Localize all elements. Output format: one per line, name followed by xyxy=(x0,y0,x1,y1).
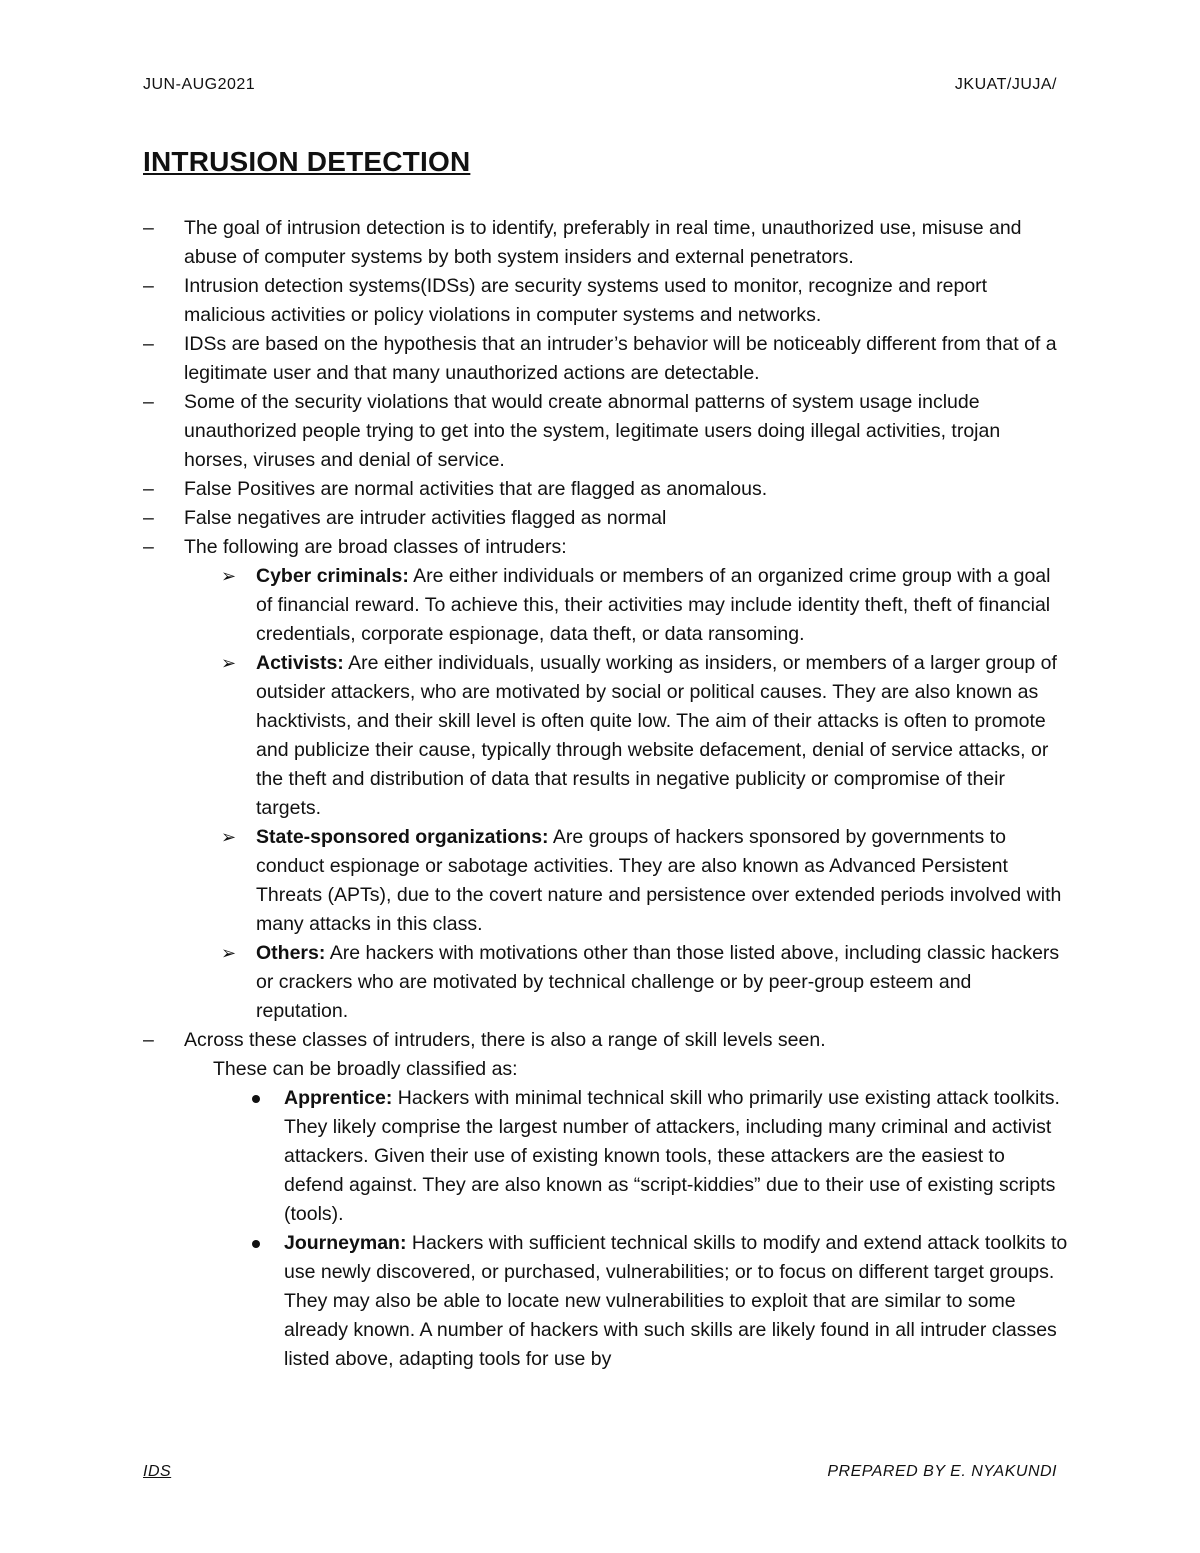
list-item-intruder-classes-intro xyxy=(143,533,1068,562)
list-item-goal xyxy=(143,214,1068,272)
dash-marker: – xyxy=(143,507,154,529)
dash-marker: – xyxy=(143,1029,154,1051)
dash-marker: – xyxy=(143,391,154,413)
skill-level-apprentice xyxy=(143,1084,1068,1229)
skill-level-journeyman xyxy=(143,1229,1068,1374)
term-description: Hackers with sufficient technical skills to modify and extend attack toolkits to use newly discovered, or purchased, vulnerabilities; or to focus on different target groups. They may also be able to locate new vulnerabilities to exploit that are similar to some already known. A number of hackers with such skills are likely found in all intruder classes listed above, adapting tools for use by xyxy=(284,1232,1068,1370)
document-body xyxy=(143,214,1068,1374)
term-label: Cyber criminals: xyxy=(256,565,409,587)
list-item-text: IDSs are based on the hypothesis that an intruder’s behavior will be noticeably different from that of a legitimate user and that many unauthorized actions are detectable. xyxy=(184,333,1057,384)
skill-levels-subintro: These can be broadly classified as: xyxy=(213,1058,518,1080)
list-item-hypothesis xyxy=(143,330,1068,388)
list-item-text: The following are broad classes of intruders: xyxy=(184,536,567,558)
term-label: Activists: xyxy=(256,652,344,674)
list-item-text: Intrusion detection systems(IDSs) are security systems used to monitor, recognize and report malicious activities or policy violations in computer systems and networks. xyxy=(184,275,988,326)
list-item-skill-levels-intro xyxy=(143,1026,1068,1055)
list-item-violations xyxy=(143,388,1068,475)
term-label: Others: xyxy=(256,942,326,964)
dash-marker: – xyxy=(143,478,154,500)
term-label: Apprentice: xyxy=(284,1087,393,1109)
list-item-text: The goal of intrusion detection is to identify, preferably in real time, unauthorized use, misuse and abuse of computer systems by both system insiders and external penetrators. xyxy=(184,217,1022,268)
list-item-text: Across these classes of intruders, there is also a range of skill levels seen. xyxy=(184,1029,826,1051)
bullet-dot-icon xyxy=(252,1095,260,1103)
header-right-institution: JKUAT/JUJA/ xyxy=(954,76,1057,93)
arrow-bullet-icon: ➢ xyxy=(221,943,237,963)
list-item-text: Some of the security violations that would create abnormal patterns of system usage include unauthorized people trying to get into the system, legitimate users doing illegal activities, trojan horses, viruses and denial of service. xyxy=(184,391,1001,471)
term-description: Are either individuals or members of an organized crime group with a goal of financial reward. To achieve this, their activities may include identity theft, theft of financial credentials, corporate espionage, data theft, or data ransoming. xyxy=(256,565,1051,645)
footer-left-course: IDS xyxy=(143,1463,172,1480)
list-item-false-positives xyxy=(143,475,1068,504)
list-item-text: False Positives are normal activities that are flagged as anomalous. xyxy=(184,478,768,500)
term-description: Are either individuals, usually working as insiders, or members of a larger group of outsider attackers, who are motivated by social or political causes. They are also known as hacktivists, and their skill level is often quite low. The aim of their attacks is often to promote and publicize their cause, typically through website defacement, denial of service attacks, or the theft and distribution of data that results in negative publicity or compromise of their targets. xyxy=(256,652,1057,819)
term-description: Hackers with minimal technical skill who primarily use existing attack toolkits. They likely comprise the largest number of attackers, including many criminal and activist attackers. Given their use of existing known tools, these attackers are the easiest to defend against. They are also known as “script-kiddies” due to their use of existing scripts (tools). xyxy=(284,1087,1060,1225)
term-description: Are hackers with motivations other than those listed above, including classic hackers or crackers who are motivated by technical challenge or by peer-group esteem and reputation. xyxy=(256,942,1060,1022)
term-label: State-sponsored organizations: xyxy=(256,826,549,848)
list-item-ids-definition xyxy=(143,272,1068,330)
intruder-class-state-sponsored xyxy=(143,823,1068,939)
term-label: Journeyman: xyxy=(284,1232,407,1254)
term-description: Are groups of hackers sponsored by governments to conduct espionage or sabotage activities. They are also known as Advanced Persistent Threats (APTs), due to the covert nature and persistence over extended periods involved with many attacks in this class. xyxy=(256,826,1062,935)
arrow-bullet-icon: ➢ xyxy=(221,566,237,586)
list-item-false-negatives xyxy=(143,504,1068,533)
intruder-class-others xyxy=(143,939,1068,1026)
arrow-bullet-icon: ➢ xyxy=(221,827,237,847)
dash-marker: – xyxy=(143,333,154,355)
dash-marker: – xyxy=(143,217,154,239)
arrow-bullet-icon: ➢ xyxy=(221,653,237,673)
footer-right-author: PREPARED BY E. NYAKUNDI xyxy=(827,1463,1057,1480)
header-left-date: JUN-AUG2021 xyxy=(143,76,256,93)
intruder-class-activists xyxy=(143,649,1068,823)
dash-marker: – xyxy=(143,536,154,558)
page-title: INTRUSION DETECTION xyxy=(143,146,471,177)
bullet-dot-icon xyxy=(252,1240,260,1248)
list-item-text: False negatives are intruder activities flagged as normal xyxy=(184,507,667,529)
dash-marker: – xyxy=(143,275,154,297)
intruder-class-cyber-criminals xyxy=(143,562,1068,649)
